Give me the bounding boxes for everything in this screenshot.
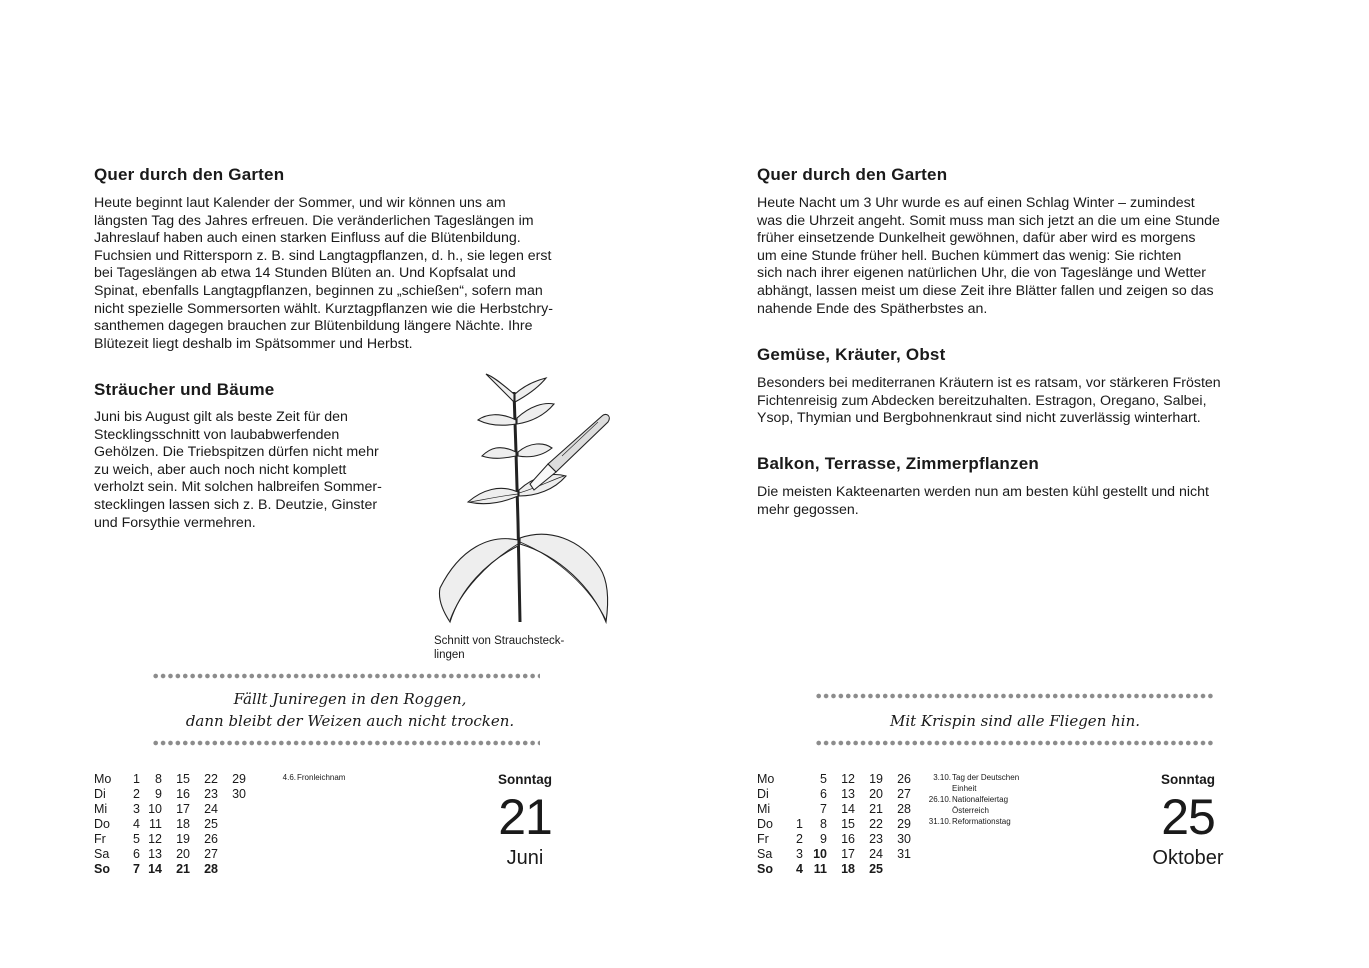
calendar-day: 19 [176,832,190,846]
calendar-day: 13 [841,787,855,801]
holiday-entry [923,816,1032,827]
calendar-day: 20 [869,787,883,801]
day-weekday: Sonntag [498,772,552,787]
proverb [140,688,560,732]
day-number: 21 [498,789,552,845]
holiday-list [923,772,1032,827]
body-line: Heute beginnt laut Kalender der Sommer, und wir können uns am [94,195,506,211]
section-heading: Quer durch den Garten [757,165,948,184]
calendar-day: 28 [897,802,911,816]
weekday-label: Mo [757,772,775,786]
weekday-label: Mi [94,802,108,816]
calendar-day: 26 [897,772,911,786]
body-line: abhängt, lassen meist um diese Zeit ihre Blätter fallen und zeigen so das [757,282,1214,299]
body-line: verholzt sein. Mit solchen halbreifen Sommer- [94,479,382,496]
day-month: Oktober [1152,847,1224,869]
calendar-day: 5 [820,772,827,786]
calendar-day: 2 [796,832,803,846]
calendar-day: 4 [133,817,140,831]
holiday-list [268,772,377,783]
calendar-day: 3 [796,847,803,861]
calendar-day: 30 [897,832,911,846]
calendar-day [218,832,246,847]
calendar-day: 7 [820,802,827,816]
calendar-day: 2 [133,787,140,801]
calendar-day: 15 [841,817,855,831]
body-line: und Forsythie vermehren. [94,514,256,531]
calendar-day: 31 [897,847,911,861]
body-line: sich nach ihrer eigenen natürlichen Uhr, die von Tageslänge und Wetter [757,265,1207,282]
day-weekday: Sonntag [1161,772,1215,787]
calendar-day: 8 [820,817,827,831]
calendar-day: 22 [204,772,218,786]
calendar-day: 26 [204,832,218,846]
calendar-day: 20 [176,847,190,861]
body-line: Stecklingsschnitt von laubabwerfenden [94,426,340,443]
caption-line: lingen [434,649,465,661]
calendar-day: 15 [176,772,190,786]
holiday-date: 26.10. [928,795,951,804]
left-page [0,0,684,968]
holiday-name: Fronleichnam [297,773,346,782]
right-page [685,0,1369,968]
body-line: zu weich, aber auch noch nicht komplett [94,461,347,478]
day-number: 25 [1161,789,1215,845]
calendar-day: 14 [841,802,855,816]
calendar-day: 5 [133,832,140,846]
calendar-day: 27 [204,847,218,861]
calendar-day [883,862,911,877]
plant-cutting-illustration [430,372,620,634]
holiday-name: Reformationstag [952,817,1011,826]
calendar-day [218,862,246,877]
calendar-day: 6 [820,787,827,801]
calendar-day [218,802,246,817]
section-heading: Gemüse, Kräuter, Obst [757,345,946,364]
section-body [757,195,1297,318]
holiday-name: Nationalfeiertag Österreich [952,795,1009,815]
body-line: santhemen dagegen brauchen zur Blütenbildung längere Nächte. Ihre [94,318,533,335]
body-line: längsten Tag des Jahres erfreuen. Die veränderlichen Tageslängen im [94,212,534,229]
dotted-divider [815,740,1215,746]
weekday-label: Fr [94,832,106,846]
body-line: bei Tageslängen ab etwa 14 Stunden Blüten an. Und Kopfsalat und [94,265,516,282]
illustration-caption [434,634,594,662]
calendar-day: 9 [155,787,162,801]
calendar-day: 29 [232,772,246,786]
day-month: Juni [506,847,544,869]
proverb [805,710,1225,732]
section-heading: Quer durch den Garten [94,165,285,184]
body-line: früher einsetzende Dunkelheit gewöhnen, dafür aber wird es morgens [757,230,1196,247]
calendar-day: 30 [232,787,246,801]
calendar-day: 25 [869,862,883,876]
calendar-day: 16 [176,787,190,801]
section-body [94,195,614,353]
calendar-day: 11 [813,862,827,876]
caption-line: Schnitt von Strauchsteck- [434,635,565,647]
section-body [757,484,1297,519]
calendar-day [779,772,803,787]
calendar-day: 25 [204,817,218,831]
calendar-day: 23 [204,787,218,801]
weekday-label: Sa [757,847,773,861]
calendar-day: 10 [148,802,162,816]
weekday-label: Do [94,817,110,831]
body-line: Fichtenreisig zum Abdecken bereitzuhalten. Estragon, Oregano, Salbei, [757,392,1207,409]
body-line: Besonders bei mediterranen Kräutern ist es ratsam, vor stärkeren Frösten [757,375,1221,391]
weekday-label: Mo [94,772,112,786]
dotted-divider [152,673,540,679]
body-line: Jahreslauf haben auch einen starken Einfluss auf die Blütenbildung. [94,230,521,247]
calendar-day: 21 [176,862,190,876]
calendar-day: 8 [155,772,162,786]
calendar-day: 1 [796,817,803,831]
section-heading: Balkon, Terrasse, Zimmerpflanzen [757,454,1039,473]
holiday-date: 4.6. [282,773,296,782]
calendar-day [218,817,246,832]
calendar-day: 18 [176,817,190,831]
proverb-line: dann bleibt der Weizen auch nicht trocken. [185,712,515,730]
calendar-day: 1 [133,772,140,786]
calendar-day: 11 [149,817,162,831]
calendar-day: 14 [148,862,162,876]
body-line: Die meisten Kakteenarten werden nun am besten kühl gestellt und nicht [757,484,1209,500]
proverb-line: Mit Krispin sind alle Fliegen hin. [889,712,1141,730]
holiday-date: 31.10. [928,817,951,826]
calendar-day: 6 [133,847,140,861]
holiday-entry [923,772,1032,794]
weekday-label: Mi [757,802,771,816]
dotted-divider [815,693,1215,699]
calendar-day [779,787,803,802]
body-line: nahende Ende des Spätherbstes an. [757,300,988,317]
calendar-day: 17 [176,802,190,816]
calendar-day: 21 [869,802,883,816]
calendar-day: 17 [841,847,855,861]
weekday-label: So [757,862,773,876]
body-line: Gehölzen. Die Triebspitzen dürfen nicht mehr [94,444,379,461]
calendar-day [218,847,246,862]
calendar-day: 27 [897,787,911,801]
proverb-line: Fällt Juniregen in den Roggen, [233,690,467,708]
section-body [94,409,424,532]
calendar-day: 10 [813,847,827,861]
body-line: stecklingen lassen sich z. B. Deutzie, Ginster [94,496,378,513]
dotted-divider [152,740,540,746]
calendar-day: 7 [133,862,140,876]
holiday-name: Tag der Deutschen Einheit [952,773,1020,793]
body-line: Spinat, ebenfalls Langtagpflanzen, beginnen zu „schießen“, sofern man [94,282,543,299]
weekday-label: Do [757,817,773,831]
body-line: um eine Stunde früher hell. Buchen kümmert das wenig: Sie richten [757,247,1182,264]
section-heading: Sträucher und Bäume [94,380,275,399]
holiday-date: 3.10. [933,773,951,782]
weekday-label: Di [94,787,106,801]
calendar-day: 12 [148,832,162,846]
weekday-label: So [94,862,110,876]
body-line: Heute Nacht um 3 Uhr wurde es auf einen Schlag Winter – zumindest [757,195,1195,211]
calendar-day: 29 [897,817,911,831]
calendar-day: 3 [133,802,140,816]
calendar-day [779,802,803,817]
body-line: Juni bis August gilt als beste Zeit für den [94,409,348,425]
body-line: Ysop, Thymian und Bergbohnenkraut sind nicht zuverlässig winterhart. [757,410,1201,427]
holiday-entry [923,794,1032,816]
calendar-day: 4 [796,862,803,876]
body-line: was die Uhrzeit angeht. Somit muss man sich jetzt an die um eine Stunde [757,212,1220,229]
weekday-label: Fr [757,832,769,846]
calendar-day: 16 [841,832,855,846]
calendar-day: 9 [820,832,827,846]
body-line: nicht spezielle Sommersorten wählt. Kurztagpflanzen wie die Herbstchry- [94,300,553,317]
weekday-label: Di [757,787,769,801]
section-body [757,375,1297,428]
weekday-label: Sa [94,847,110,861]
calendar-day: 22 [869,817,883,831]
calendar-day: 24 [869,847,883,861]
mini-calendar [757,772,911,877]
calendar-day: 12 [841,772,855,786]
calendar-day: 28 [204,862,218,876]
body-line: Fuchsien und Rittersporn z. B. sind Langtagpflanzen, d. h., sie legen erst [94,247,552,264]
mini-calendar [94,772,246,877]
body-line: Blütezeit liegt deshalb im Spätsommer und Herbst. [94,335,413,352]
calendar-day: 18 [841,862,855,876]
calendar-day: 19 [869,772,883,786]
holiday-entry [268,772,377,783]
calendar-day: 13 [148,847,162,861]
calendar-day: 23 [869,832,883,846]
calendar-day: 24 [204,802,218,816]
body-line: mehr gegossen. [757,501,859,518]
